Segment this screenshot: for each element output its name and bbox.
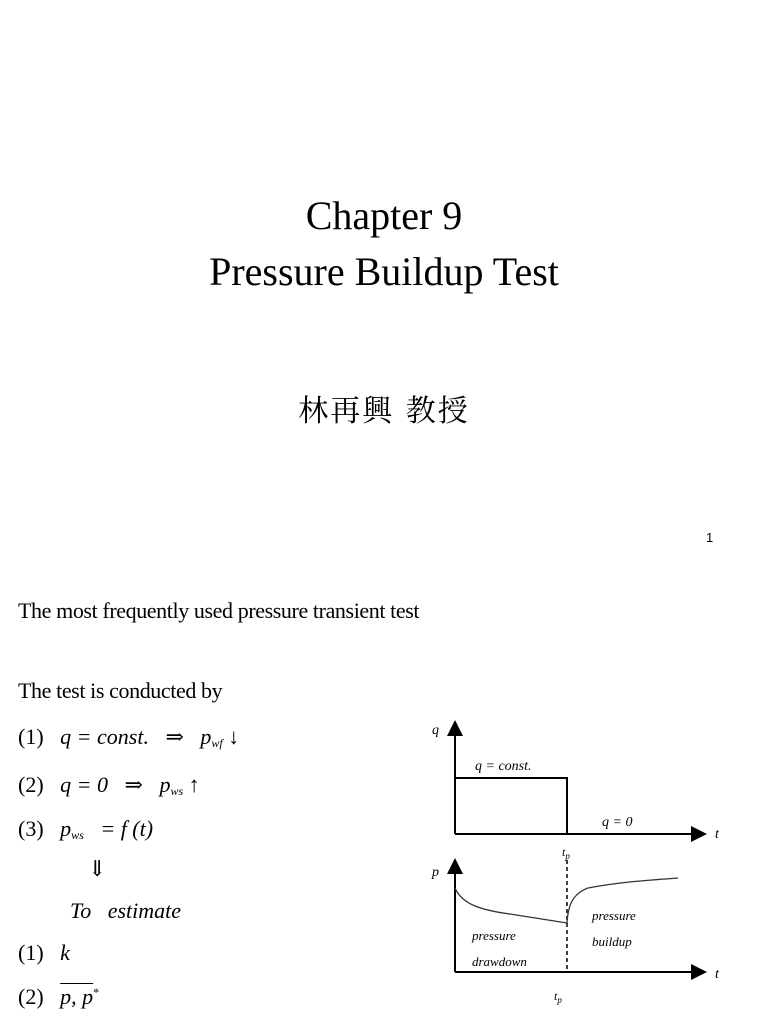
implies-arrow: ⇒ (165, 724, 184, 749)
condition-lhs: q = const. (60, 724, 149, 749)
pressure-axis-label: p (432, 865, 439, 880)
author-name: 林再興 教授 (298, 394, 470, 429)
estimate-superscript: * (93, 985, 100, 999)
drawdown-label-2: drawdown (472, 954, 527, 969)
rate-const-label: q = const. (475, 759, 532, 774)
condition-number: (1) (18, 724, 44, 749)
estimate-text: k (60, 940, 70, 965)
estimate-number: (1) (18, 940, 44, 965)
time-axis-label-top: t (715, 827, 719, 842)
buildup-diagram (420, 716, 750, 1016)
tp-label-top: $t_p$ (562, 845, 570, 861)
pressure-subscript: wf (211, 736, 223, 750)
buildup-label-2: buildup (592, 934, 632, 949)
drawdown-curve (455, 888, 567, 923)
function-of-time: = f (t) (100, 816, 154, 841)
condition-3 (18, 816, 153, 843)
trend-up-arrow: ↑ (188, 772, 200, 797)
pressure-var: p (60, 816, 72, 841)
pressure-subscript: ws (170, 784, 184, 798)
rate-zero-label: q = 0 (602, 815, 633, 830)
condition-2 (18, 772, 200, 799)
trend-down-arrow: ↓ (228, 724, 240, 749)
rate-history-line (455, 778, 567, 834)
condition-number: (2) (18, 772, 44, 797)
estimate-1 (18, 940, 70, 966)
conducted-by-text: The test is conducted by (18, 678, 223, 703)
pressure-subscript: ws (71, 828, 84, 842)
down-implies-arrow: ⇓ (88, 856, 107, 881)
chapter-subtitle: Pressure Buildup Test (209, 249, 559, 294)
intro-text: The most frequently used pressure transient test (18, 598, 420, 623)
condition-number: (3) (18, 816, 44, 841)
estimate-2 (18, 984, 99, 1010)
implies-arrow: ⇒ (124, 772, 143, 797)
time-axis-label-bottom: t (715, 967, 719, 982)
condition-1 (18, 724, 239, 751)
pressure-var: p (159, 772, 171, 797)
rate-axis-label: q (432, 723, 439, 738)
content-slide (0, 576, 768, 1024)
pressure-var: p (200, 724, 212, 749)
tp-label-bottom: $t_p$ (554, 989, 562, 1005)
page-number: 1 (706, 530, 714, 545)
condition-lhs: q = 0 (60, 772, 109, 797)
drawdown-label-1: pressure (472, 928, 516, 943)
estimate-label: To estimate (70, 898, 182, 923)
estimate-text: p, p (60, 984, 94, 1009)
estimate-number: (2) (18, 984, 44, 1009)
buildup-label-1: pressure (592, 908, 636, 923)
chapter-title: Chapter 9 (305, 193, 463, 238)
